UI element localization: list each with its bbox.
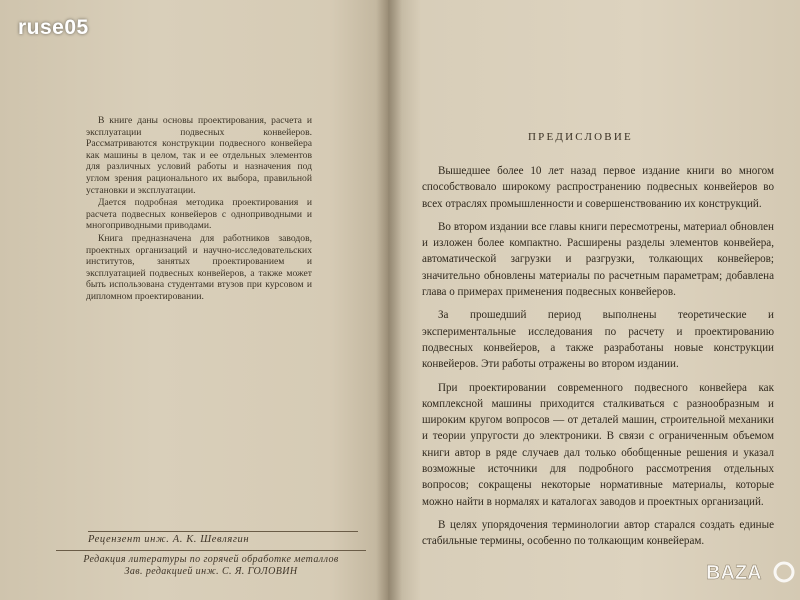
svg-text:BAZA: BAZA — [706, 562, 762, 584]
annotation-paragraph: Книга предназначена для работников заводов, проектных организаций и научно-исследовательских институтов, занятых проектированием и эксплуатацией подвесных конвейеров, а также может быть использована студентами втузов при курсовом и дипломном проектировании. — [86, 232, 312, 302]
editorial-block — [56, 550, 366, 578]
annotation-paragraph: В книге даны основы проектирования, расчета и эксплуатации подвесных конвейеров. Рассматриваются конструкции подвесного конвейера как машины в целом, так и ее отдельных элементов для различных условий работы и назначения под углом зрения рационального их выбора, правильной установки и эксплуатации. — [86, 115, 312, 196]
preface-paragraph: Во втором издании все главы книги пересмотрены, материал обновлен и изложен более компактно. Расширены разделы элементов конвейера, автоматической загрузки и разгрузки, толкающих конвейеров; значительно обновлены материалы по расчетным параметрам; добавлена глава о примерах применения подвесных конвейеров. — [422, 220, 774, 299]
editorial-line: Зав. редакцией инж. С. Я. ГОЛОВИН — [124, 566, 298, 577]
book-gutter — [376, 0, 402, 600]
preface-heading: ПРЕДИСЛОВИЕ — [528, 131, 633, 143]
preface-text — [422, 163, 774, 557]
bazar-logo — [700, 552, 798, 592]
preface-paragraph: В целях упорядочения терминологии автор старался создать единые стабильные термины, особенно по толкающим конвейерам. — [422, 518, 774, 548]
preface-paragraph: При проектировании современного подвесного конвейера как комплексной машины приходится сталкиваться с разнообразным и широким кругом вопросов — от деталей машин, строительной механики и теории упругости до электроники. В связи с ограниченным объемом книги автор в ряде случаев дал только обобщенные решения и указал возможные источники для подробного рассмотрения отдельных вопросов; сокращены некоторые нормативные материалы, которые можно найти в нормалях и каталогах заводов и проектных организаций. — [422, 381, 774, 508]
editorial-line: Редакция литературы по горячей обработке металлов — [83, 554, 339, 565]
annotation-paragraph: Дается подробная методика проектирования и расчета подвесных конвейеров с одноприводными и многоприводными приводами. — [86, 197, 312, 232]
book-annotation — [86, 115, 312, 304]
preface-paragraph: Вышедшее более 10 лет назад первое издание книги во многом способствовало широкому распространению подвесных конвейеров во всех отраслях промышленности и совершенствованию их конструкций. — [422, 165, 774, 210]
watermark-text: ruse05 — [18, 16, 89, 39]
preface-paragraph: За прошедший период выполнены теоретические и экспериментальные исследования по расчету и проектированию подвесных конвейеров, а также разработаны новые конструкции конвейеров. Эти работы отражены во втором издании. — [422, 309, 774, 371]
reviewer-line: Рецензент инж. А. К. Шевлягин — [88, 531, 358, 545]
